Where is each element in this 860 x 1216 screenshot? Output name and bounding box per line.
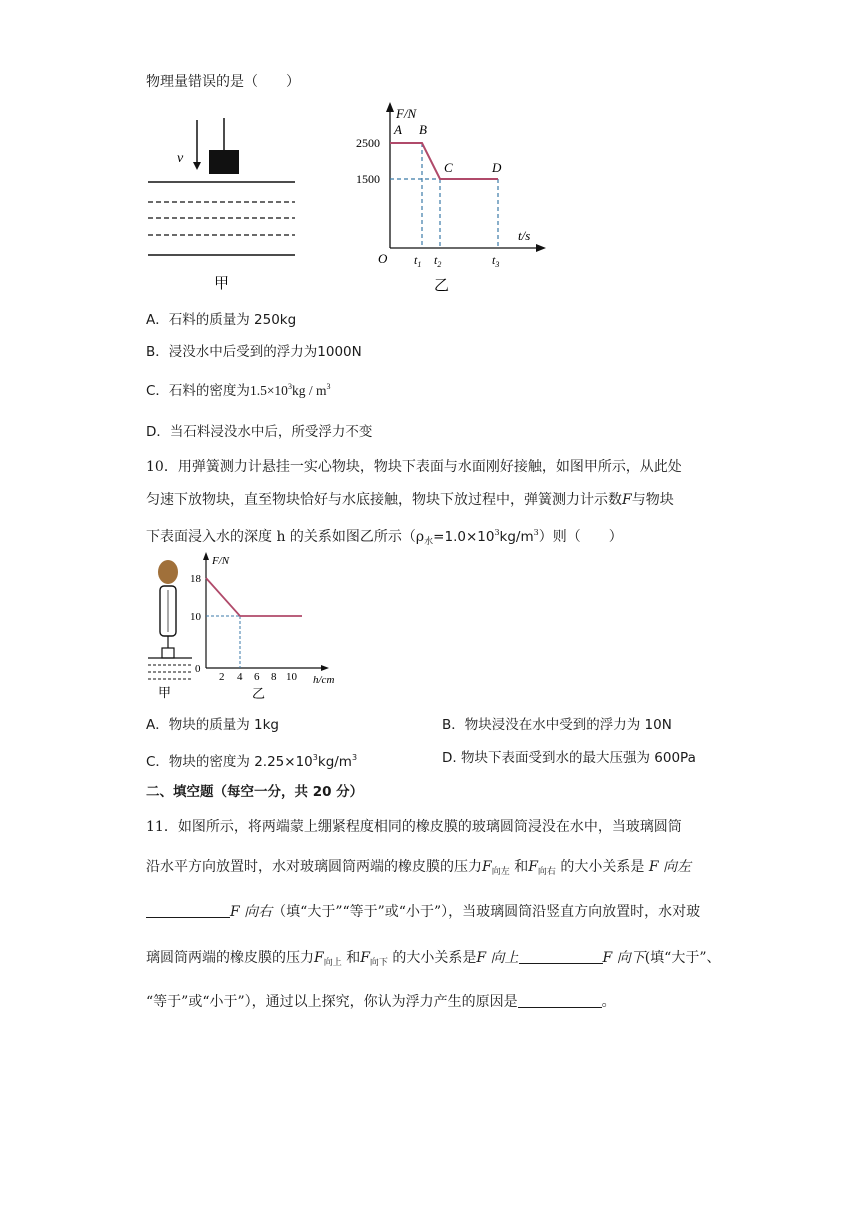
q9-force-time-graph <box>352 98 552 298</box>
q11-line2: 沿水平方向放置时，水对玻璃圆筒两端的橡皮膜的压力$F_{向左}$ 和$F_{向右}$ 的大小关系是 F 向左 <box>146 859 691 877</box>
q10-x-tick-10: 10 <box>286 671 297 683</box>
q10-y-tick-18: 18 <box>190 573 201 585</box>
stone-block <box>209 150 239 174</box>
jia-caption: 甲 <box>214 276 230 292</box>
point-A: A <box>394 122 402 137</box>
q10-y-label: F/N <box>212 555 230 567</box>
blank-1[interactable] <box>146 903 230 918</box>
q10-option-d: D. 物块下表面受到水的最大压强为 600Pa <box>442 750 696 766</box>
y-axis-label: F/N <box>396 106 417 121</box>
q9-stem-tail: 物理量错误的是（ ） <box>146 74 300 90</box>
q10-option-b: B．物块浸没在水中受到的浮力为 10N <box>442 717 672 733</box>
q10-yi-caption: 乙 <box>252 686 266 701</box>
origin-label: O <box>378 251 388 266</box>
q10-force-curve <box>206 578 302 616</box>
q10-x-tick-8: 8 <box>271 671 277 683</box>
q10-x-label: h/cm <box>313 674 335 686</box>
section-title: 二、填空题（每空一分，共 20 分） <box>146 784 364 800</box>
q10-x-tick-2: 2 <box>219 671 225 683</box>
x-tick-t1: $t_1$ <box>414 253 422 269</box>
q10-option-c: C．物块的密度为 $2.25\times 10^3kg/m^3$ <box>146 753 358 770</box>
x-axis-label: t/s <box>518 228 531 243</box>
velocity-label: v <box>177 151 184 166</box>
q10-jia-caption: 甲 <box>158 685 172 700</box>
point-B: B <box>419 122 427 137</box>
q10-stem-line3: 下表面浸入水的深度 h 的关系如图乙所示$(\rho_水=1.0\times 10^3kg/m^3)$则（ ） <box>146 528 623 547</box>
q10-y-tick-10: 10 <box>190 611 201 623</box>
q11-line3: F 向右（填“大于”“等于”或“小于”），当玻璃圆筒沿竖直方向放置时，水对玻 <box>146 902 700 922</box>
q9-option-c: C．石料的密度为$1.5\times 10^3kg / m^3$ <box>146 382 331 399</box>
q11-line4: 璃圆筒两端的橡皮膜的压力$F_{向上}$ 和$F_{向下}$ 的大小关系是F 向上 F 向下(填“大于”、 <box>146 950 721 968</box>
y-tick-1500: 1500 <box>356 172 380 186</box>
q9-option-b: B．浸没水中后受到的浮力为1000N <box>146 344 362 360</box>
blank-2[interactable] <box>519 949 603 964</box>
x-tick-t3: $t_3$ <box>492 253 500 269</box>
hand-icon <box>158 560 178 584</box>
point-C: C <box>444 160 453 175</box>
q10-x-tick-6: 6 <box>254 671 260 683</box>
q10-x-tick-4: 4 <box>237 671 243 683</box>
q10-option-a: A．物块的质量为 1kg <box>146 717 280 733</box>
q10-y-tick-0: 0 <box>195 663 201 675</box>
q10-stem-line2: 匀速下放物块，直至物块恰好与水底接触，物块下放过程中，弹簧测力计示数F与物块 <box>146 492 674 508</box>
q10-stem-line1: 10．用弹簧测力计悬挂一实心物块，物块下表面与水面刚好接触，如图甲所示，从此处 <box>146 459 682 475</box>
q11-line1: 11．如图所示，将两端蒙上绷紧程度相同的橡皮膜的玻璃圆筒浸没在水中，当玻璃圆筒 <box>146 819 682 835</box>
q10-figure <box>140 552 350 712</box>
blank-3[interactable] <box>518 993 602 1008</box>
point-D: D <box>492 160 502 175</box>
yi-caption: 乙 <box>434 278 450 294</box>
y-tick-2500: 2500 <box>356 136 380 150</box>
q9-option-a: A．石料的质量为 250kg <box>146 312 297 328</box>
x-tick-t2: $t_2$ <box>434 253 442 269</box>
q11-line5: “等于”或“小于”），通过以上探究，你认为浮力产生的原因是 。 <box>146 994 616 1010</box>
block <box>162 648 174 658</box>
q9-option-d: D．当石料浸没水中后，所受浮力不变 <box>146 424 373 440</box>
q9-figure-jia <box>140 110 310 300</box>
